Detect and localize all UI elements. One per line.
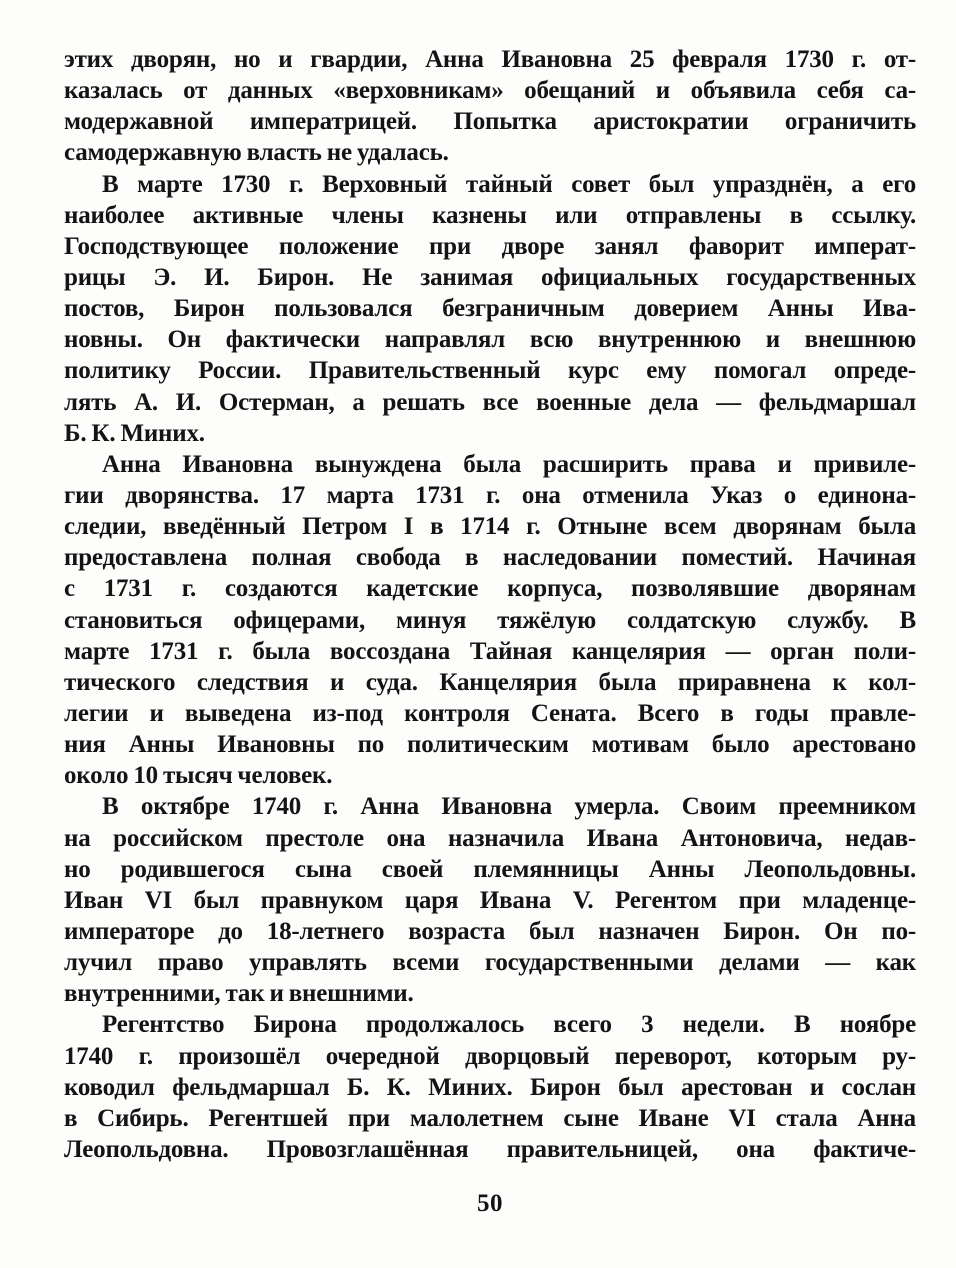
text-line: легии и выведена из-под контроля Сената. Всего в годы правле-: [64, 699, 916, 727]
text-line: гии дворянства. 17 марта 1731 г. она отменила Указ о единона-: [64, 481, 916, 509]
paragraph: [64, 169, 916, 449]
text-line: рицы Э. И. Бирон. Не занимая официальных государственных: [64, 263, 916, 291]
text-line: предоставлена полная свобода в наследовании поместий. Начиная: [64, 544, 916, 572]
text-line: Иван VI был правнуком царя Ивана V. Регентом при младенце-: [64, 886, 916, 914]
paragraph: [64, 1009, 916, 1165]
text-line: но родившегося сына своей племянницы Анны Леопольдовны.: [64, 855, 916, 883]
text-block: [64, 44, 916, 1165]
paragraph: [64, 791, 916, 1009]
text-line: самодержавную власть не удалась.: [64, 139, 449, 167]
text-line: постов, Бирон пользовался безграничным доверием Анны Ива-: [64, 295, 916, 323]
text-line: около 10 тысяч человек.: [64, 762, 333, 790]
text-line: казалась от данных «верховникам» обещаний и объявила себя са-: [64, 77, 916, 105]
text-line: В марте 1730 г. Верховный тайный совет был упразднён, а его: [102, 170, 916, 198]
text-line: В октябре 1740 г. Анна Ивановна умерла. Своим преемником: [102, 793, 916, 821]
text-line: Леопольдовна. Провозглашённая правительницей, она фактиче-: [64, 1135, 916, 1163]
text-line: марте 1731 г. была воссоздана Тайная канцелярия — орган поли-: [64, 637, 916, 665]
text-line: становиться офицерами, минуя тяжёлую солдатскую службу. В: [64, 606, 916, 634]
text-line: политику России. Правительственный курс ему помогал опреде-: [64, 357, 916, 385]
text-line: ния Анны Ивановны по политическим мотивам было арестовано: [64, 731, 916, 759]
text-line: Регентство Бирона продолжалось всего 3 недели. В ноябре: [102, 1011, 916, 1039]
text-line: тического следствия и суда. Канцелярия была приравнена к кол-: [64, 668, 916, 696]
text-line: следии, введённый Петром I в 1714 г. Отныне всем дворянам была: [64, 513, 916, 541]
text-line: Господствующее положение при дворе занял фаворит императ-: [64, 232, 916, 260]
text-line: лять А. И. Остерман, а решать все военные дела — фельдмаршал: [64, 388, 916, 416]
text-line: наиболее активные члены казнены или отправлены в ссылку.: [64, 201, 916, 229]
text-line: в Сибирь. Регентшей при малолетнем сыне Иване VI стала Анна: [64, 1104, 916, 1132]
text-line: 1740 г. произошёл очередной дворцовый переворот, которым ру-: [64, 1042, 916, 1070]
page-number: 50: [477, 1190, 503, 1217]
text-line: ководил фельдмаршал Б. К. Миних. Бирон был арестован и сослан: [64, 1073, 916, 1101]
text-line: этих дворян, но и гвардии, Анна Ивановна 25 февраля 1730 г. от-: [64, 46, 916, 73]
text-line: модержавной императрицей. Попытка аристократии ограничить: [64, 108, 916, 136]
text-line: новны. Он фактически направлял всю внутреннюю и внешнюю: [64, 326, 916, 354]
paragraph: [64, 44, 916, 169]
text-line: Анна Ивановна вынуждена была расширить права и привиле-: [102, 450, 916, 478]
text-line: внутренними, так и внешними.: [64, 980, 414, 1008]
paragraph: [64, 449, 916, 792]
text-line: лучил право управлять всеми государственными делами — как: [64, 949, 916, 977]
text-line: Б. К. Миних.: [64, 419, 205, 447]
text-line: на российском престоле она назначила Ивана Антоновича, недав-: [64, 824, 916, 852]
text-line: императоре до 18-летнего возраста был назначен Бирон. Он по-: [64, 917, 916, 945]
text-line: с 1731 г. создаются кадетские корпуса, позволявшие дворянам: [64, 575, 916, 603]
